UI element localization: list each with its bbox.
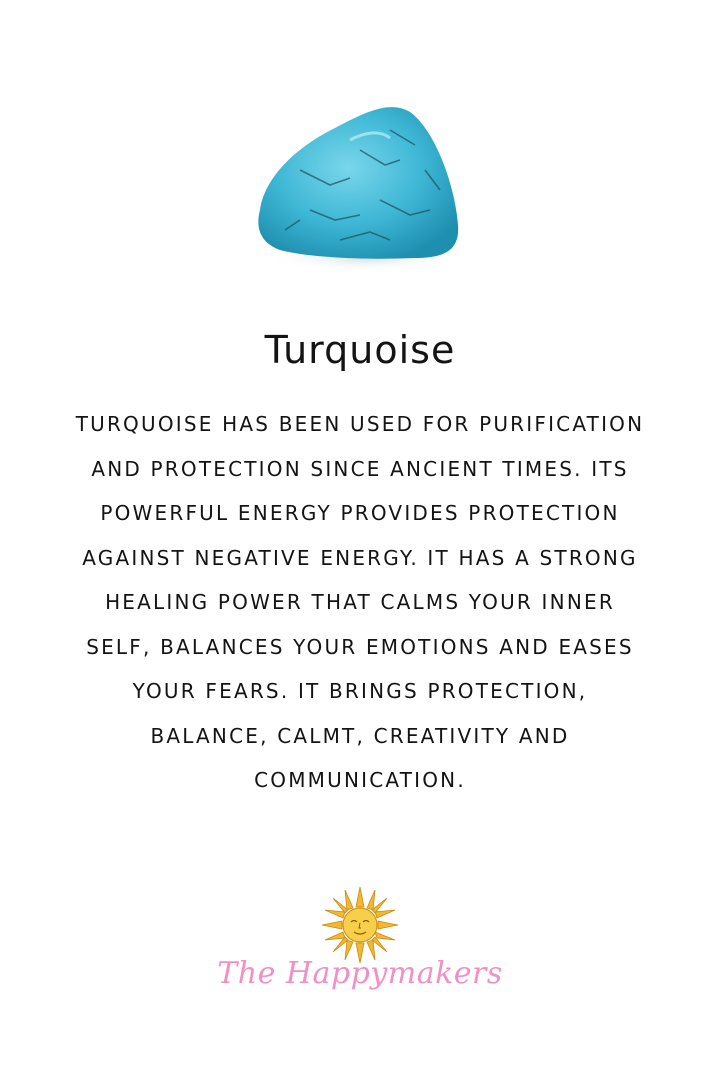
turquoise-stone-image bbox=[240, 90, 480, 290]
sun-face-icon bbox=[320, 885, 400, 965]
page-title: Turquoise bbox=[264, 328, 456, 372]
brand-logo-text: The Happymakers bbox=[217, 956, 503, 991]
crystal-description: TURQUOISE HAS BEEN USED FOR PURIFICATION AND PROTECTION SINCE ANCIENT TIMES. ITS POWERFUL ENERGY PROVIDES PROTECTION AGAINST NEGATIVE ENERGY. IT HAS A STRONG HEALING POWER THAT CALMS YOUR INNER SELF, BALANCES YOUR EMOTIONS AND EASES YOUR FEARS. IT BRINGS PROTECTION, BALANCE, CALMT, CREATIVITY AND COMMUNICATION. bbox=[75, 412, 645, 792]
